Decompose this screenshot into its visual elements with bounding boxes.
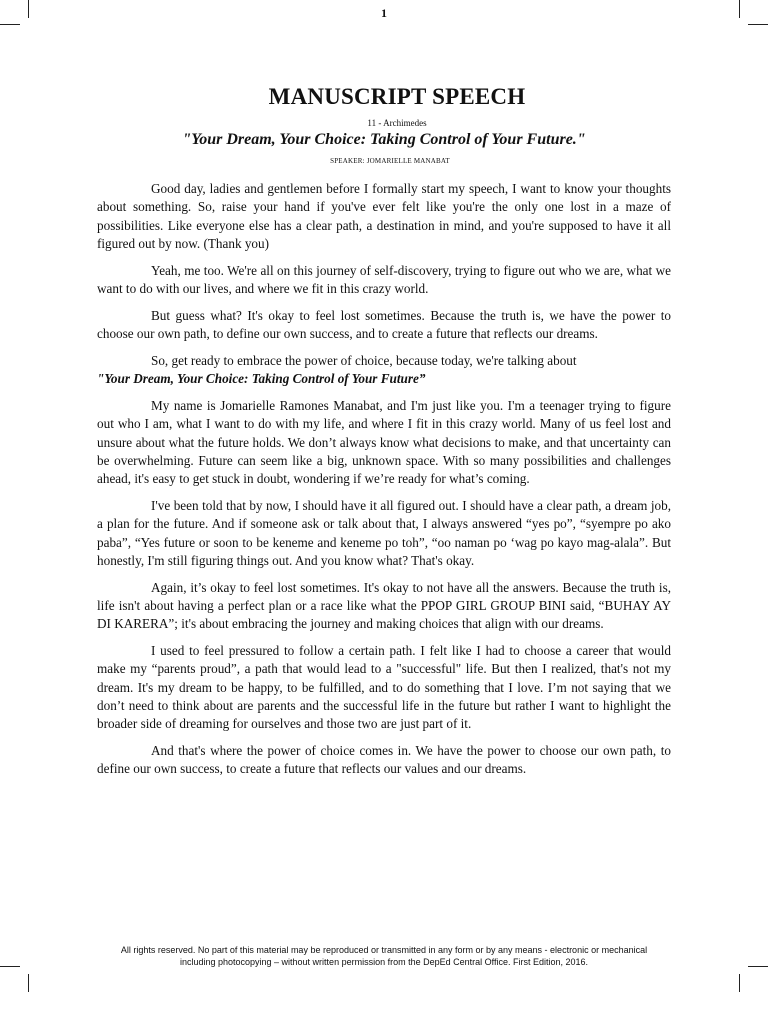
crop-mark [748, 24, 768, 25]
crop-mark [0, 966, 20, 967]
paragraph: And that's where the power of choice comes in. We have the power to choose our own path, to define our own success, to create a future that reflects our values and our dreams. [97, 743, 671, 777]
paragraph: Yeah, me too. We're all on this journey of self-discovery, trying to figure out who we are, what we want to do with our lives, and where we fit in this crazy world. [97, 262, 671, 296]
paragraph: Again, it’s okay to feel lost sometimes. It's okay to not have all the answers. Because the truth is, life isn't about having a perfect plan or a race like what the PPOP GIRL GROUP BINI said, “BUHAY AY DI KARERA”; it's about embracing the journey and making choices that align with our dreams. [97, 579, 671, 632]
page-number: 1 [381, 6, 387, 20]
crop-mark [748, 966, 768, 967]
speech-title-reference: "Your Dream, Your Choice: Taking Control of Your Future” [97, 371, 426, 387]
paragraph: My name is Jomarielle Ramones Manabat, and I'm just like you. I'm a teenager trying to figure out who I am, what I want to do with my life, and where I fit in this crazy world. Many of us feel lost and unsure about what the future holds. We don’t always know what decisions to make, and that uncertainty can be overwhelming. Future can seem like a big, unknown space. With so many possibilities and challenges ahead, it's easy to get stuck in doubt, wondering if we’re ready for what’s coming. [97, 397, 671, 487]
crop-mark [739, 974, 740, 992]
section-label: 11 - Archimedes [367, 118, 427, 128]
document-title: MANUSCRIPT SPEECH [268, 84, 526, 109]
paragraph: I've been told that by now, I should have it all figured out. I should have a clear path, a dream job, a plan for the future. And if someone ask or talk about that, I always answered “yes po”, “syempre po ako paba”, “Yes future or soon to be keneme and keneme po toh”, “oo naman po ‘wag po kayo mag-alala”. But honestly, I'm still figuring things out. And you know what? That's okay. [97, 497, 671, 568]
paragraph: I used to feel pressured to follow a certain path. I felt like I had to choose a career that would make my “parents proud”, a path that would lead to a "successful" life. But then I realized, that's not my dream. It's my dream to be happy, to be fulfilled, and to do something that I love. I’m not saying that we don’t need to think about are parents and the successful life in the future but rather I want to highlight the broader side of dreaming for ourselves and those two are just part of it. [97, 643, 671, 732]
crop-mark [0, 24, 20, 25]
paragraph: So, get ready to embrace the power of choice, because today, we're talking about [151, 352, 577, 368]
speaker-line: SPEAKER: JOMARIELLE MANABAT [330, 157, 450, 165]
crop-mark [28, 974, 29, 992]
speech-body [97, 180, 671, 787]
speech-subtitle: "Your Dream, Your Choice: Taking Control of Your Future." [182, 131, 586, 148]
copyright-footer: All rights reserved. No part of this material may be reproduced or transmitted in any form or by any means - electronic or mechanical including photocopying – without written permission from the DepEd Central Office. First Edition, 2016. [120, 945, 648, 967]
paragraph: Good day, ladies and gentlemen before I formally start my speech, I want to know your thoughts about something. So, raise your hand if you've ever felt like you're the only one lost in a maze of possibilities. Like everyone else has a clear path, a destination in mind, and you're supposed to have it all figured out by now. (Thank you) [97, 181, 671, 251]
paragraph: But guess what? It's okay to feel lost sometimes. Because the truth is, we have the power to choose our own path, to define our own success, and to create a future that reflects our dreams. [97, 307, 671, 342]
